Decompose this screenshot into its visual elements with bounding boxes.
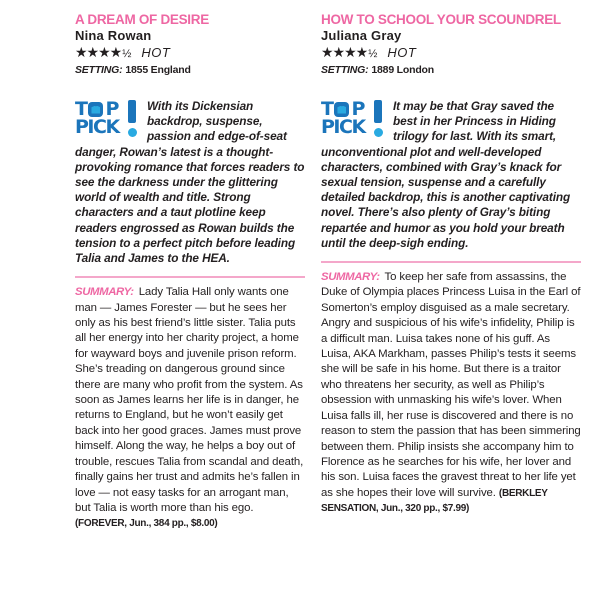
- setting-label: SETTING:: [321, 64, 369, 76]
- star-rating-icon: ★★★★: [75, 44, 122, 60]
- heat-level: HOT: [141, 45, 171, 60]
- half-star: ½: [368, 48, 378, 60]
- review-column-left: [75, 12, 305, 532]
- badge-book-icon: [334, 102, 349, 117]
- book-author: Juliana Gray: [321, 28, 402, 43]
- badge-book-icon: [88, 102, 103, 117]
- publisher-info: (FOREVER, Jun., 384 pp., $8.00): [75, 518, 218, 530]
- rating-row: [75, 44, 305, 62]
- review-quote: With its Dickensian backdrop, suspense, passion and edge-of-seat danger, Rowan’s latest is a thought-provoking romance that forces readers to see the darkness under the glittering world of wealth and title. Strong characters and a taut plotline keep readers engrossed as Rowan builds the tension to a perfect pitch before leading Talia and James to the HEA.: [75, 99, 305, 266]
- exclamation-dot-icon: [374, 128, 383, 137]
- summary-text: To keep her safe from assassins, the Duke of Olympia places Princess Luisa in the Earl of Somerton’s employ disguised as a male secretary. Angry and suspicious of his wife’s infidelity, Philip is a difficult man. Luisa takes none of his guff. As Luisa, AKA Markham, passes Philip’s tests it seems she will be safe in his home. But there is a traitor who threatens her security, as well as Philip’s obsession with unmasking his wife’s lover. When Luisa falls ill, her ruse is discovered and there is no reason to stem the passion that has been simmering between them. Philip insists she accompany him to Florence as he searches for his wife, her lover and his son. Luisa faces the gravest threat to her life yet as she hopes their love will survive.: [321, 271, 581, 499]
- badge-word-pick: PICK: [321, 116, 365, 138]
- exclamation-bar-icon: [128, 100, 136, 123]
- setting-row: [75, 64, 305, 77]
- publisher-info: (BERKLEY SENSATION, Jun., 320 pp., $7.99): [321, 487, 548, 515]
- top-pick-badge-icon: T P PICK: [75, 100, 139, 140]
- half-star: ½: [122, 48, 132, 60]
- summary-text: Lady Talia Hall only wants one man — James Forester — but he sees her only as his best friend’s little sister. Talia puts all her energy into her charity project, a home for wayward boys and juvenile prison reform. She’s treading on dangerous ground since there are many who profit from the system. As soon as James learns her life is in danger, he returns to England, but he won’t easily get back into her good graces. James must prove himself. Along the way, he helps a boy out of trouble, rescues Talia from scandal and death, finally gains her trust and admits he’s fallen in love — not easy tasks for an arrogant man, but Talia is worth more than his ego.: [75, 286, 304, 514]
- summary-paragraph: [321, 270, 581, 517]
- pink-divider: [75, 276, 305, 278]
- star-rating-icon: ★★★★: [321, 44, 368, 60]
- summary-label: SUMMARY:: [75, 286, 134, 299]
- summary-paragraph: [75, 285, 305, 532]
- setting-value: 1855 England: [125, 64, 191, 76]
- top-pick-badge-icon: T P PICK: [321, 100, 385, 140]
- review-column-right: [321, 12, 581, 532]
- setting-row: [321, 64, 581, 77]
- book-author: Nina Rowan: [75, 28, 152, 43]
- exclamation-dot-icon: [128, 128, 137, 137]
- review-quote: It may be that Gray saved the best in her Princess in Hiding trilogy for last. With its smart, unconventional plot and well-developed characters, combined with Gray’s knack for sexual tension, suspense and a carefully detailed backdrop, this is another captivating novel. There’s also plenty of Gray’s biting repartée and humor as you hold your breath until the deep-sigh ending.: [321, 99, 571, 250]
- top-pick-review: [321, 99, 581, 251]
- badge-word-pick: PICK: [75, 116, 119, 138]
- setting-label: SETTING:: [75, 64, 123, 76]
- pink-divider: [321, 261, 581, 263]
- setting-value: 1889 London: [371, 64, 434, 76]
- exclamation-bar-icon: [374, 100, 382, 123]
- summary-label: SUMMARY:: [321, 271, 380, 284]
- book-title: HOW TO SCHOOL YOUR SCOUNDREL: [321, 12, 561, 27]
- heat-level: HOT: [387, 45, 417, 60]
- rating-row: [321, 44, 581, 62]
- top-pick-review: [75, 99, 305, 266]
- book-title: A DREAM OF DESIRE: [75, 12, 209, 27]
